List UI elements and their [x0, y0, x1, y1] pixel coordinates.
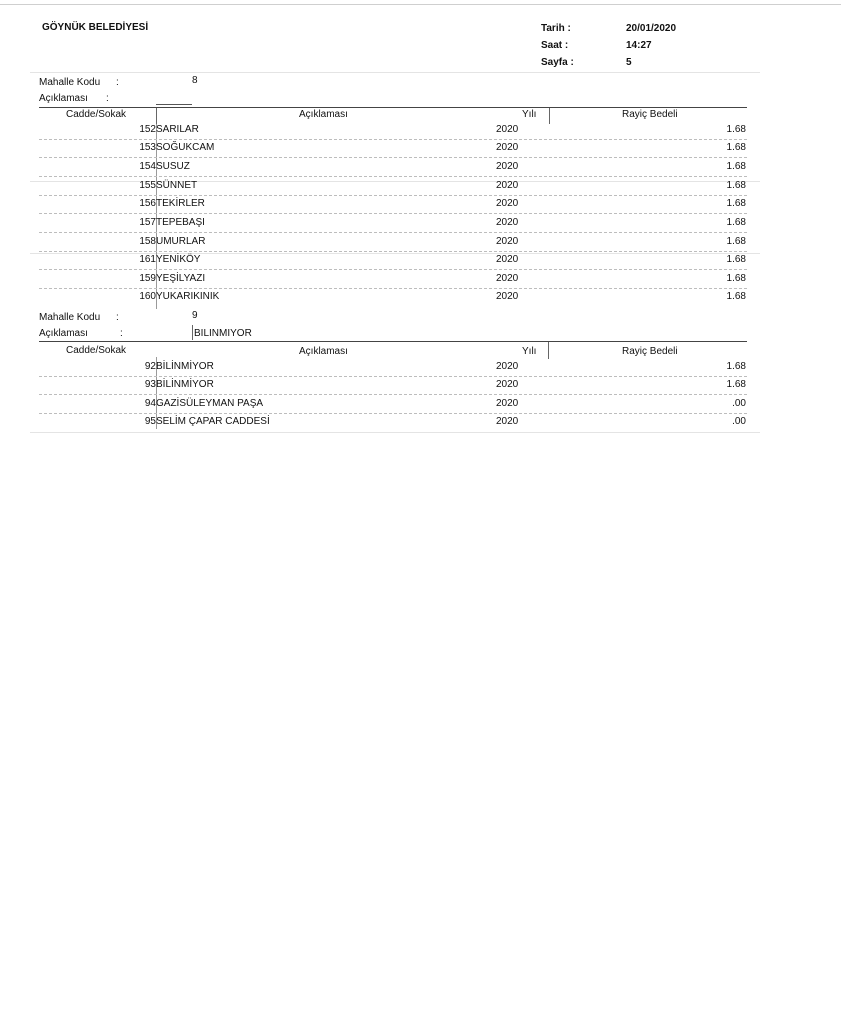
year-cell: 2020 — [496, 161, 519, 172]
street-name: YUKARIKINIK — [156, 291, 220, 302]
table-header-top-line — [39, 341, 747, 342]
col-price-header: Rayiç Bedeli — [622, 109, 678, 120]
table-row — [0, 361, 841, 379]
col-street-header: Cadde/Sokak — [66, 109, 127, 120]
col-desc-header: Açıklaması — [299, 109, 348, 120]
price-cell: 1.68 — [726, 379, 746, 390]
street-name: SOĞUKCAM — [156, 142, 215, 153]
street-code: 159 — [139, 273, 156, 284]
col-price-header: Rayiç Bedeli — [622, 346, 678, 357]
mahalle-kodu-value: 8 — [192, 75, 198, 86]
mahalle-kodu-value: 9 — [192, 310, 198, 321]
table-header-top-line — [39, 107, 747, 108]
col-year-header: Yılı — [522, 109, 537, 120]
street-name: YENİKÖY — [156, 254, 201, 265]
mahalle-kodu-label: Mahalle Kodu — [39, 312, 101, 323]
street-code: 153 — [139, 142, 156, 153]
year-cell: 2020 — [496, 254, 519, 265]
date-value: 20/01/2020 — [626, 23, 677, 34]
row-rule — [39, 139, 747, 140]
col-desc-header: Açıklaması — [299, 346, 348, 357]
municipality-title: GÖYNÜK BELEDİYESİ — [42, 22, 149, 33]
street-name: YEŞİLYAZI — [156, 273, 206, 284]
date-label: Tarih : — [541, 23, 571, 34]
table-row — [0, 379, 841, 397]
row-rule — [39, 157, 747, 158]
price-cell: 1.68 — [726, 217, 746, 228]
table-row — [0, 180, 841, 198]
separator: : — [106, 93, 109, 104]
price-cell: .00 — [732, 416, 746, 427]
price-cell: 1.68 — [726, 180, 746, 191]
price-cell: 1.68 — [726, 161, 746, 172]
year-cell: 2020 — [496, 273, 519, 284]
row-rule — [39, 394, 747, 395]
table-row — [0, 124, 841, 142]
page-label: Sayfa : — [541, 57, 574, 68]
table-row — [0, 198, 841, 216]
street-name: GAZİSÜLEYMAN PAŞA — [156, 398, 264, 409]
row-rule — [39, 376, 747, 377]
street-name: SUSUZ — [156, 161, 190, 172]
column-divider — [156, 108, 157, 124]
street-code: 152 — [139, 124, 156, 135]
row-rule — [39, 213, 747, 214]
table-row — [0, 142, 841, 160]
street-code: 157 — [139, 217, 156, 228]
year-cell: 2020 — [496, 236, 519, 247]
mahalle-kodu-label: Mahalle Kodu — [39, 77, 101, 88]
table-row — [0, 273, 841, 291]
street-name: BİLİNMİYOR — [156, 361, 214, 372]
year-cell: 2020 — [496, 416, 519, 427]
price-cell: .00 — [732, 398, 746, 409]
year-cell: 2020 — [496, 291, 519, 302]
table-row — [0, 416, 841, 434]
street-name: TEPEBAŞI — [156, 217, 205, 228]
street-name: UMURLAR — [156, 236, 206, 247]
street-code: 155 — [139, 180, 156, 191]
street-code: 94 — [144, 398, 156, 409]
aciklamasi-value: BILINMIYOR — [194, 328, 252, 339]
row-rule — [39, 195, 747, 196]
price-cell: 1.68 — [726, 291, 746, 302]
row-rule — [39, 251, 747, 252]
year-cell: 2020 — [496, 361, 519, 372]
price-cell: 1.68 — [726, 254, 746, 265]
year-cell: 2020 — [496, 142, 519, 153]
time-value: 14:27 — [626, 40, 652, 51]
column-divider — [192, 325, 193, 340]
price-cell: 1.68 — [726, 124, 746, 135]
row-rule — [39, 232, 747, 233]
row-rule — [39, 269, 747, 270]
price-cell: 1.68 — [726, 273, 746, 284]
aciklamasi-box — [156, 91, 192, 105]
price-cell: 1.68 — [726, 198, 746, 209]
year-cell: 2020 — [496, 124, 519, 135]
street-name: SÜNNET — [156, 180, 198, 191]
row-rule — [39, 176, 747, 177]
table-row — [0, 236, 841, 254]
year-cell: 2020 — [496, 398, 519, 409]
page-value: 5 — [626, 57, 632, 68]
street-code: 93 — [144, 379, 156, 390]
column-divider — [548, 342, 549, 359]
col-year-header: Yılı — [522, 346, 537, 357]
table-row — [0, 161, 841, 179]
col-street-header: Cadde/Sokak — [66, 345, 127, 356]
street-name: TEKİRLER — [156, 198, 205, 209]
separator: : — [116, 312, 119, 323]
year-cell: 2020 — [496, 180, 519, 191]
row-rule — [39, 288, 747, 289]
table-row — [0, 291, 841, 309]
year-cell: 2020 — [496, 217, 519, 228]
page-top-border — [0, 4, 841, 5]
price-cell: 1.68 — [726, 236, 746, 247]
street-name: SARILAR — [156, 124, 199, 135]
street-name: BİLİNMİYOR — [156, 379, 214, 390]
street-code: 92 — [144, 361, 156, 372]
divider — [30, 72, 760, 73]
street-code: 161 — [139, 254, 156, 265]
price-cell: 1.68 — [726, 142, 746, 153]
separator: : — [120, 328, 123, 339]
column-divider — [549, 108, 550, 124]
street-code: 158 — [139, 236, 156, 247]
street-code: 95 — [144, 416, 156, 427]
aciklamasi-label: Açıklaması — [39, 328, 88, 339]
price-cell: 1.68 — [726, 361, 746, 372]
aciklamasi-label: Açıklaması — [39, 93, 88, 104]
row-rule — [39, 413, 747, 414]
separator: : — [116, 77, 119, 88]
street-name: SELİM ÇAPAR CADDESİ — [156, 416, 270, 427]
table-row — [0, 398, 841, 416]
year-cell: 2020 — [496, 198, 519, 209]
table-row — [0, 254, 841, 272]
street-code: 156 — [139, 198, 156, 209]
year-cell: 2020 — [496, 379, 519, 390]
table-row — [0, 217, 841, 235]
street-code: 160 — [139, 291, 156, 302]
time-label: Saat : — [541, 40, 569, 51]
street-code: 154 — [139, 161, 156, 172]
